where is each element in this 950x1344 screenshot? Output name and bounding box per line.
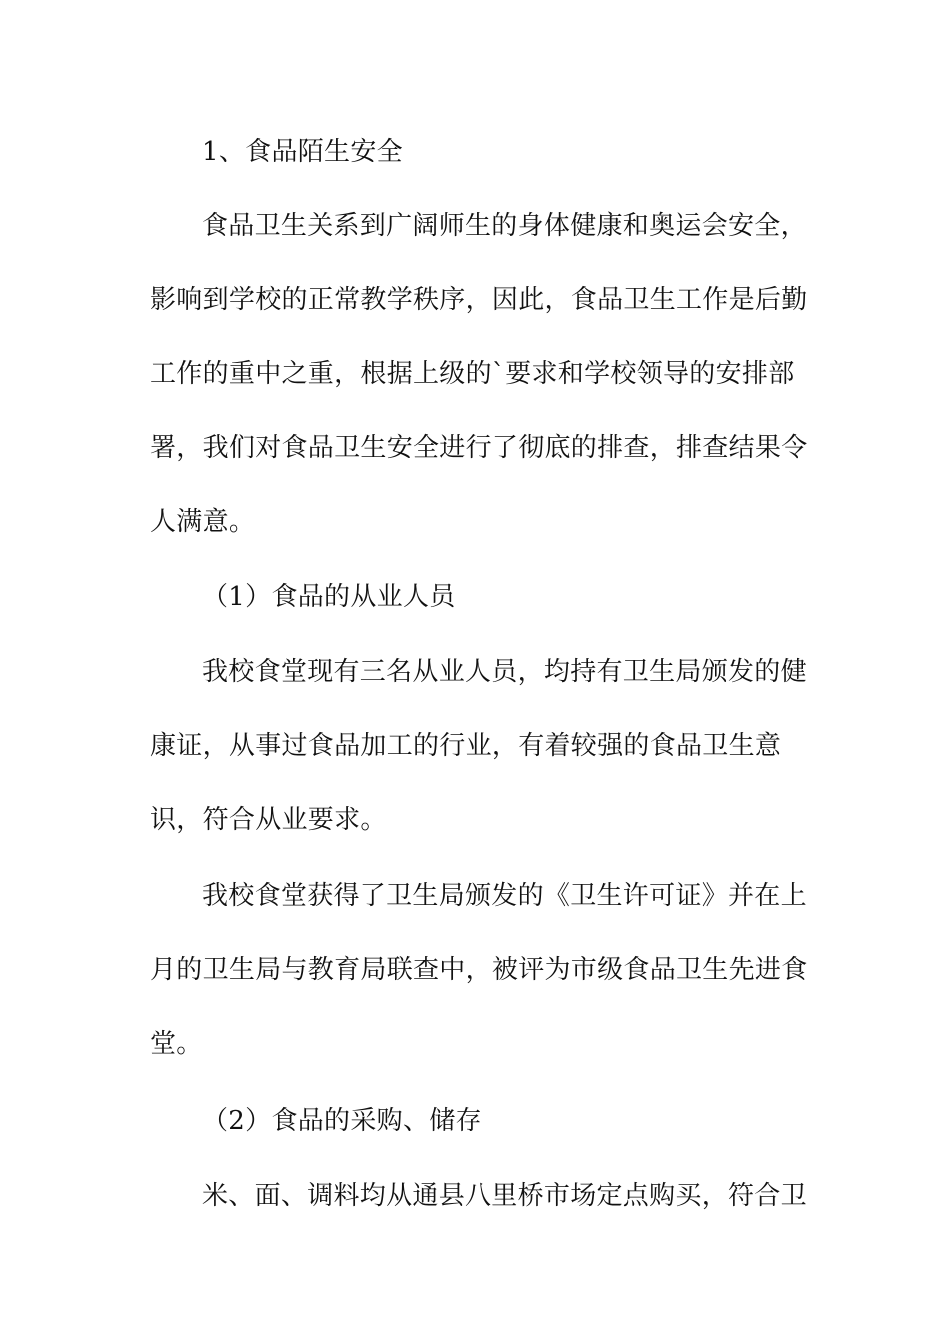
paragraph-line: 我校食堂现有三名从业人员，均持有卫生局颁发的健: [202, 657, 807, 687]
paragraph-line: 识，符合从业要求。: [150, 805, 387, 835]
paragraph-line: 我校食堂获得了卫生局颁发的《卫生许可证》并在上: [202, 881, 807, 911]
subsection-heading: （2）食品的采购、储存: [202, 1106, 482, 1136]
paragraph-line: 工作的重中之重，根据上级的`要求和学校领导的安排部: [150, 359, 795, 389]
paragraph-line: 米、面、调料均从通县八里桥市场定点购买，符合卫: [202, 1181, 807, 1211]
paragraph-line: 人满意。: [150, 507, 256, 537]
paragraph-line: 堂。: [150, 1029, 203, 1059]
paragraph-line: 署，我们对食品卫生安全进行了彻底的排查，排查结果令: [150, 433, 808, 463]
paragraph-line: 康证，从事过食品加工的行业，有着较强的食品卫生意: [150, 731, 782, 761]
paragraph-line: 食品卫生关系到广阔师生的身体健康和奥运会安全，: [202, 211, 807, 241]
subsection-heading: （1）食品的从业人员: [202, 582, 456, 612]
paragraph-line: 影响到学校的正常教学秩序，因此，食品卫生工作是后勤: [150, 285, 808, 315]
section-heading: 1、食品陌生安全: [202, 137, 403, 167]
paragraph-line: 月的卫生局与教育局联查中，被评为市级食品卫生先进食: [150, 955, 808, 985]
